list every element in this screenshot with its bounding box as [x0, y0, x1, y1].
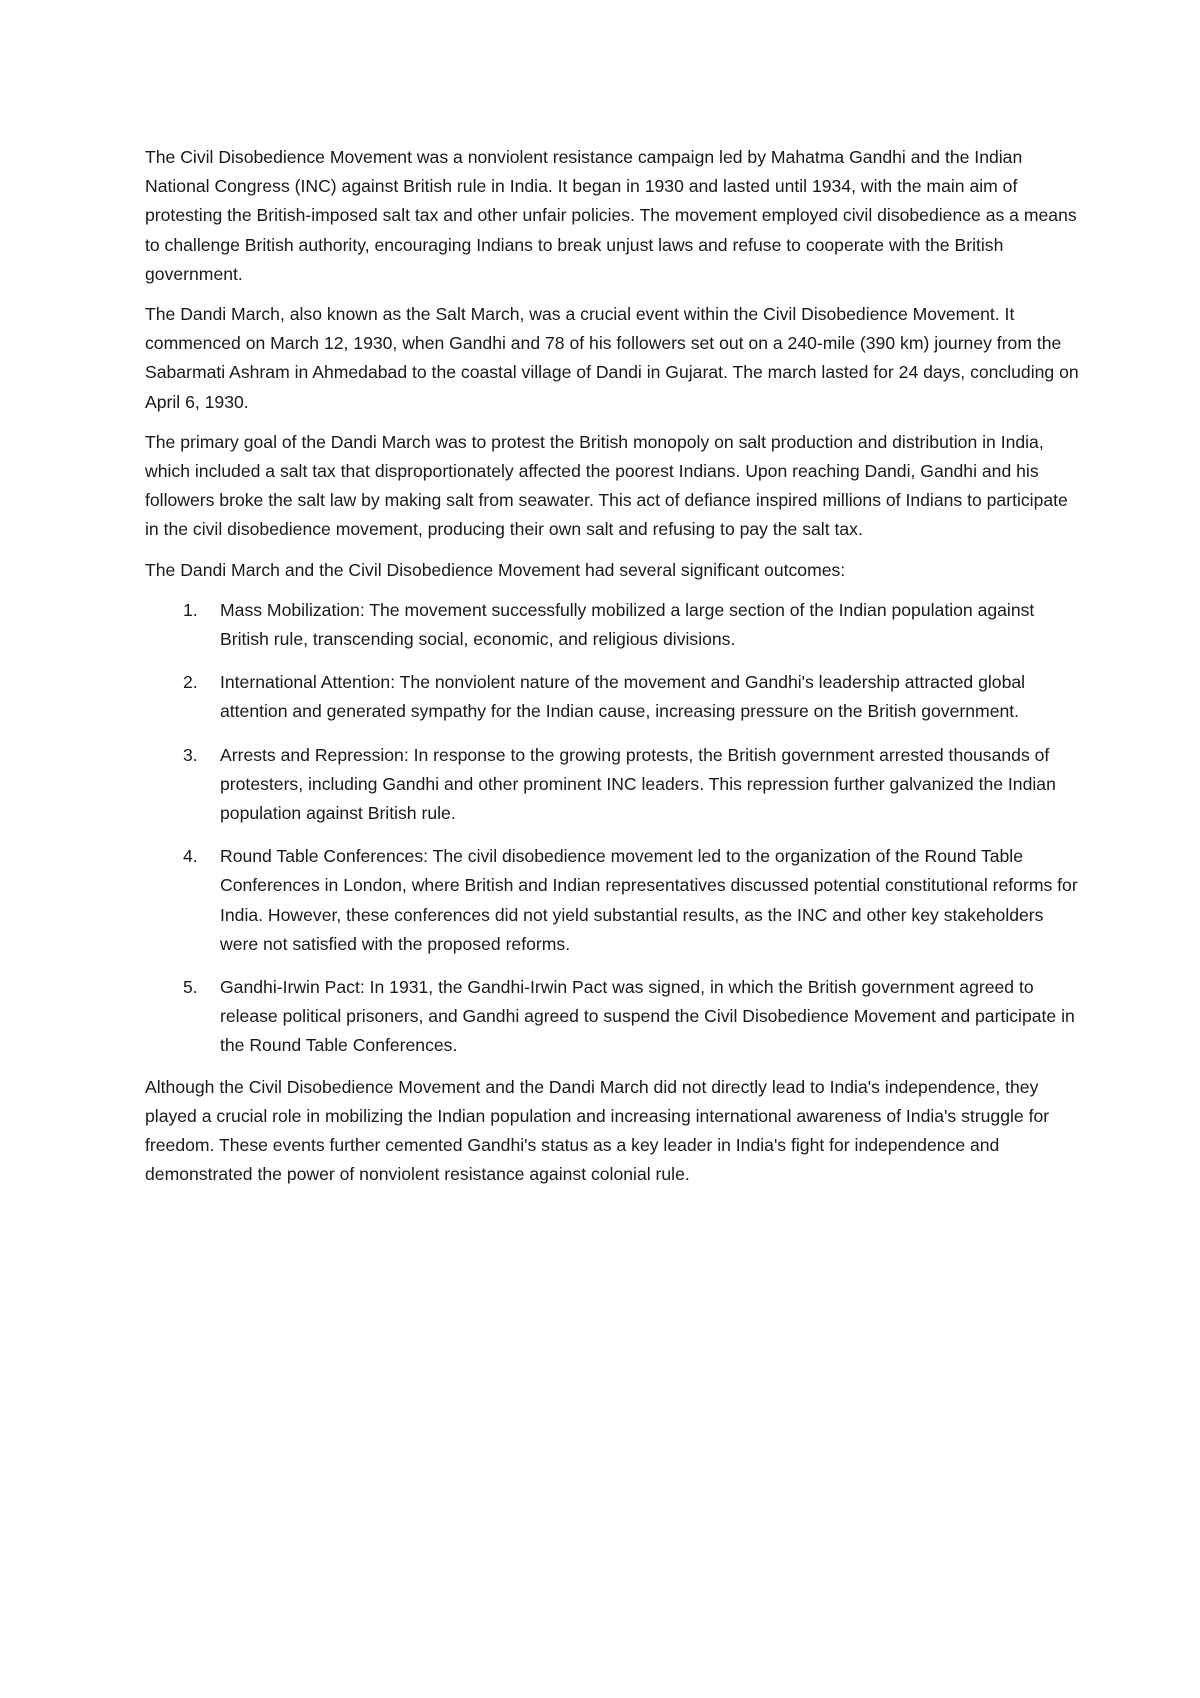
outcomes-intro-paragraph: The Dandi March and the Civil Disobedience Movement had several significant outcomes: [145, 559, 846, 580]
document-body [145, 143, 1080, 1201]
list-item-number: 2. [183, 672, 198, 693]
list-item-text: Mass Mobilization: The movement successfully mobilized a large section of the Indian population against British rule, transcending social, economic, and religious divisions. [220, 599, 1035, 650]
dandi-march-paragraph: The Dandi March, also known as the Salt March, was a crucial event within the Civil Disobedience Movement. It commenced on March 12, 1930, when Gandhi and 78 of his followers set out on a 240-mile (390 km) journey from the Sabarmati Ashram in Ahmedabad to the coastal village of Dandi in Gujarat. The march lasted for 24 days, concluding on April 6, 1930. [145, 304, 1079, 412]
list-item-text: Round Table Conferences: The civil disobedience movement led to the organization of the Round Table Conferences in London, where British and Indian representatives discussed potential constitutional reforms for India. However, these conferences did not yield substantial results, as the INC and other key stakeholders were not satisfied with the proposed reforms. [220, 846, 1078, 954]
list-item-number: 1. [183, 599, 198, 620]
list-item [145, 596, 1080, 654]
outcomes-list [145, 596, 1080, 1061]
conclusion-paragraph: Although the Civil Disobedience Movement and the Dandi March did not directly lead to India's independence, they played a crucial role in mobilizing the Indian population and increasing international awareness of India's struggle for freedom. These events further cemented Gandhi's status as a key leader in India's fight for independence and demonstrated the power of nonviolent resistance against colonial rule. [145, 1076, 1050, 1185]
list-item-number: 3. [183, 744, 198, 765]
list-item-number: 4. [183, 846, 198, 867]
list-item [145, 668, 1080, 726]
list-item-text: Arrests and Repression: In response to the growing protests, the British government arrested thousands of protesters, including Gandhi and other prominent INC leaders. This repression further galvanized the Indian population against British rule. [220, 744, 1056, 824]
list-item [145, 842, 1080, 959]
list-item [145, 741, 1080, 829]
list-item-number: 5. [183, 977, 198, 998]
intro-paragraph: The Civil Disobedience Movement was a nonviolent resistance campaign led by Mahatma Gandhi and the Indian National Congress (INC) against British rule in India. It began in 1930 and lasted until 1934, with the main aim of protesting the British-imposed salt tax and other unfair policies. The movement employed civil disobedience as a means to challenge British authority, encouraging Indians to break unjust laws and refuse to cooperate with the British government. [145, 147, 1077, 284]
list-item-text: Gandhi-Irwin Pact: In 1931, the Gandhi-Irwin Pact was signed, in which the British government agreed to release political prisoners, and Gandhi agreed to suspend the Civil Disobedience Movement and participate in the Round Table Conferences. [220, 977, 1075, 1056]
list-item-text: International Attention: The nonviolent nature of the movement and Gandhi's leadership attracted global attention and generated sympathy for the Indian cause, increasing pressure on the British government. [220, 672, 1026, 722]
salt-goal-paragraph: The primary goal of the Dandi March was to protest the British monopoly on salt production and distribution in India, which included a salt tax that disproportionately affected the poorest Indians. Upon reaching Dandi, Gandhi and his followers broke the salt law by making salt from seawater. This act of defiance inspired millions of Indians to participate in the civil disobedience movement, producing their own salt and refusing to pay the salt tax. [145, 431, 1068, 540]
list-item [145, 973, 1080, 1061]
